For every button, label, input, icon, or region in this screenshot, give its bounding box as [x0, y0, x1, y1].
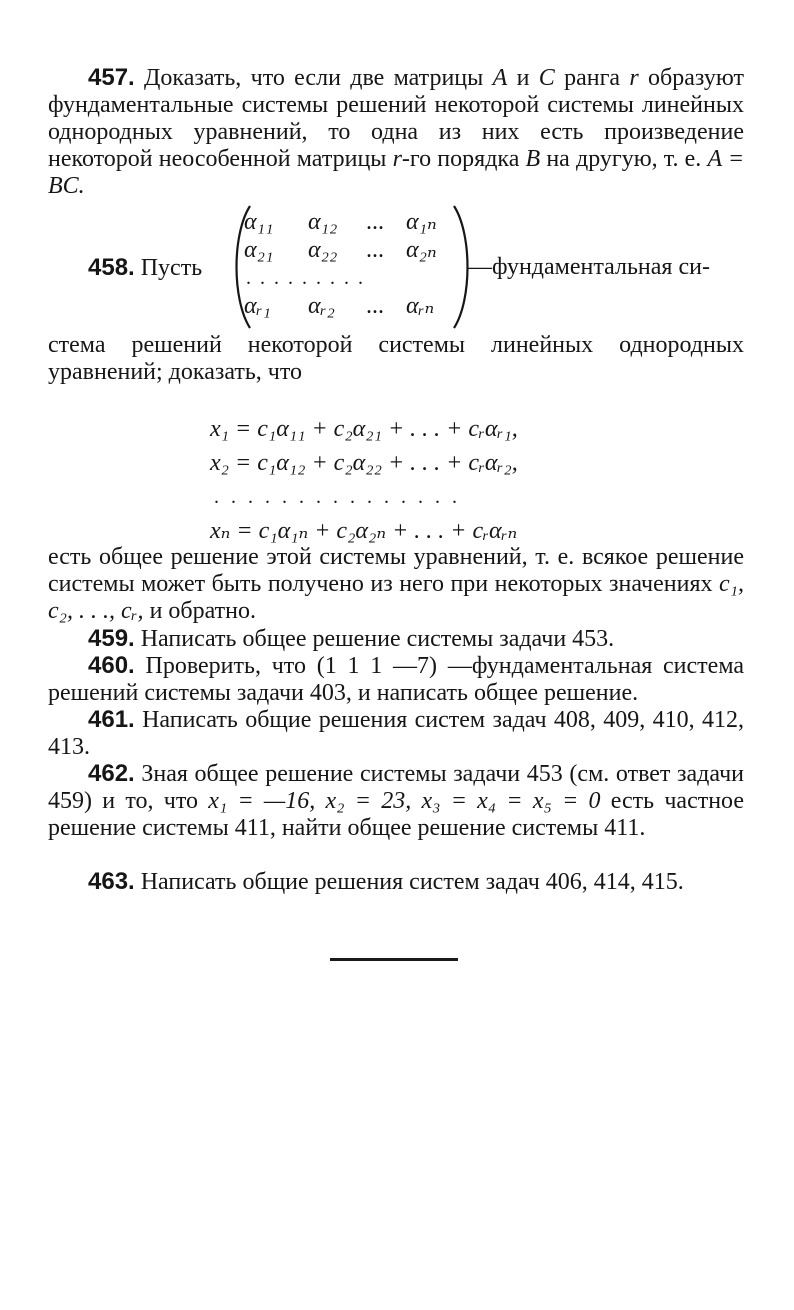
problem-number: 463. [88, 868, 135, 895]
matrix-dots: ......... [246, 267, 372, 289]
problem-number: 457. [88, 64, 135, 91]
problem-462: 462. Зная общее решение системы задачи 453 (см. ответ задачи 459) и то, что x₁ = —16, x₂ = 23, x₃ = x₄ = x₅ = 0 есть частное решение системы 411, найти общее решение системы 411. [48, 760, 744, 841]
problem-461: 461. Написать общие решения систем задач 408, 409, 410, 412, 413. [48, 706, 744, 760]
equation-line: x₁ = c₁α₁₁ + c₂α₂₁ + . . . + cᵣαᵣ₁, [210, 416, 518, 442]
equation-line: x₂ = c₁α₁₂ + c₂α₂₂ + . . . + cᵣαᵣ₂, [210, 450, 518, 476]
matrix-row: α₂₁ α₂₂ ... α₂ₙ [244, 237, 437, 263]
equation-dots: ............... [214, 486, 469, 508]
matrix-row: α₁₁ α₁₂ ... α₁ₙ [244, 209, 437, 235]
problem-number: 460. [88, 652, 135, 679]
equation-line: xₙ = c₁α₁ₙ + c₂α₂ₙ + . . . + cᵣαᵣₙ [210, 518, 518, 544]
section-end-rule [330, 958, 458, 961]
problem-463: 463. Написать общие решения систем задач 406, 414, 415. [88, 868, 684, 895]
problem-460: 460. Проверить, что (1 1 1 —7) —фундаментальная система решений системы задачи 403, и написать общее решение. [48, 652, 744, 706]
problem-number: 458. [88, 254, 135, 281]
formula: A = BC. [48, 146, 745, 199]
problem-459: 459. Написать общее решение системы задачи 453. [88, 625, 615, 652]
matrix-row: αᵣ₁ αᵣ₂ ... αᵣₙ [244, 293, 435, 319]
problem-458-tail: —фундаментальная си- [468, 254, 710, 280]
formula: x₁ = —16, x₂ = 23, x₃ = x₄ = x₅ = 0 [208, 788, 601, 814]
problem-number: 459. [88, 625, 135, 652]
problem-457: 457. Доказать, что если две матрицы A и C ранга r образуют фундаментальные системы решений некоторой системы линейных однородных уравнений, то одна из них есть произведение некоторой неособенной матрицы r-го порядка B на другую, т. е. A = BC. [48, 64, 745, 199]
matrix-grid [244, 208, 464, 320]
problem-number: 461. [88, 706, 135, 733]
problem-458-conclusion: есть общее решение этой системы уравнений, т. е. всякое решение системы может быть получено из него при некоторых значениях c₁, c₂, . . ., cᵣ, и обратно. [48, 544, 744, 624]
problem-458-lead: 458. Пусть [88, 254, 203, 281]
equation-system [210, 412, 590, 548]
problem-number: 462. [88, 760, 135, 787]
problem-458-matrix [48, 204, 744, 330]
problem-458-continuation: стема решений некоторой системы линейных однородных уравнений; доказать, что [48, 332, 744, 385]
